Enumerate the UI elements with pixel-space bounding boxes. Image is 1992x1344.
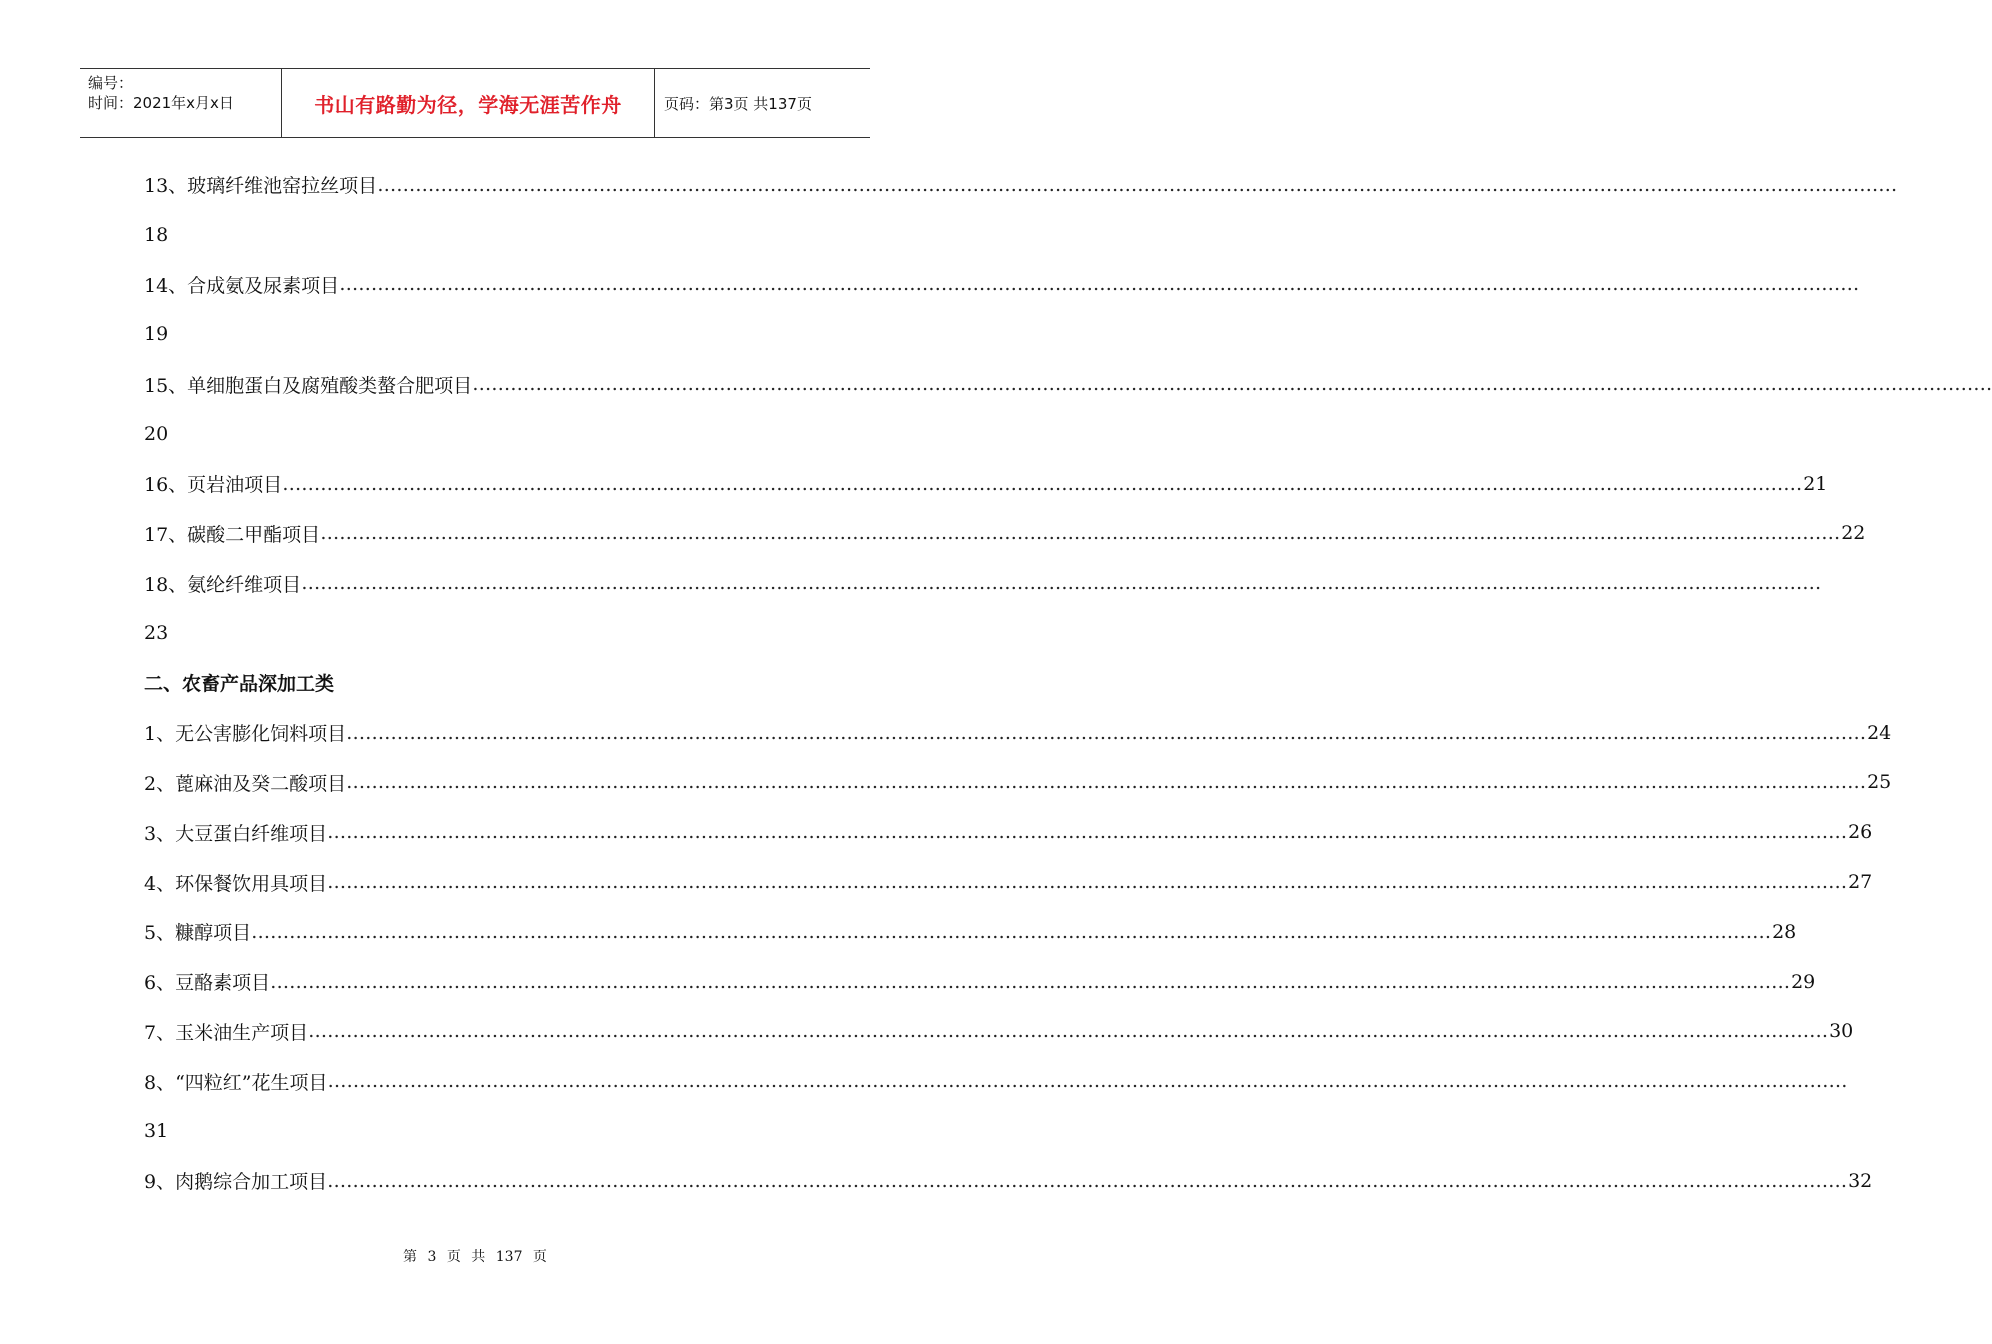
toc-entry-title: 8、“四粒红”花生项目 xyxy=(144,1071,328,1094)
dot-leader: …………………………………………………………………………………………………………………………………………………………………………………………………………………… xyxy=(308,1020,1829,1043)
header-meta xyxy=(88,73,280,113)
dot-leader: …………………………………………………………………………………………………………………………………………………………………………………………………………………… xyxy=(301,572,1822,595)
toc-entry-title: 18、氨纶纤维项目 xyxy=(144,573,302,596)
number-label: 编号： xyxy=(88,74,134,92)
toc-entry-title: 2、蓖麻油及癸二酸项目 xyxy=(144,772,347,795)
toc-entry xyxy=(144,758,1892,808)
toc-entry xyxy=(144,907,1797,957)
toc-entry xyxy=(144,260,1860,310)
toc-entry-title: 4、环保餐饮用具项目 xyxy=(144,872,328,895)
table-of-contents xyxy=(144,160,1992,1206)
toc-entry-title: 3、大豆蛋白纤维项目 xyxy=(144,822,328,845)
toc-entry-title: 6、豆酪素项目 xyxy=(144,972,271,995)
toc-entry-title: 9、肉鹅综合加工项目 xyxy=(144,1171,328,1194)
toc-entry xyxy=(144,857,1873,907)
toc-entry xyxy=(144,509,1866,559)
toc-wrapped-page-number: 18 xyxy=(144,223,169,246)
toc-entry xyxy=(144,708,1892,758)
toc-section-heading: 二、农畜产品深加工类 xyxy=(144,673,335,696)
toc-entry-title: 5、糠醇项目 xyxy=(144,922,252,945)
toc-entry-title: 15、单细胞蛋白及腐殖酸类螯合肥项目 xyxy=(144,374,473,397)
toc-entry-title: 14、合成氨及尿素项目 xyxy=(144,274,340,297)
toc-entry-title: 7、玉米油生产项目 xyxy=(144,1021,309,1044)
toc-entry xyxy=(144,160,1898,210)
toc-wrapped-page-number: 20 xyxy=(144,422,169,445)
toc-entry-page: 24 xyxy=(1867,721,1892,744)
toc-entry-page: 29 xyxy=(1791,970,1816,993)
toc-entry-title: 1、无公害膨化饲料项目 xyxy=(144,723,347,746)
time-label: 时间：2021年x月x日 xyxy=(88,94,234,112)
toc-entry-title: 16、页岩油项目 xyxy=(144,474,283,497)
toc-entry-title: 13、玻璃纤维池窑拉丝项目 xyxy=(144,175,378,198)
toc-entry xyxy=(144,459,1828,509)
header-divider-right xyxy=(654,69,655,137)
dot-leader: …………………………………………………………………………………………………………………………………………………………………………………………………………………… xyxy=(377,173,1898,196)
toc-entry xyxy=(144,359,1992,409)
dot-leader: …………………………………………………………………………………………………………………………………………………………………………………………………………………… xyxy=(327,1070,1848,1093)
dot-leader: …………………………………………………………………………………………………………………………………………………………………………………………………………………… xyxy=(472,373,1992,396)
toc-entry xyxy=(144,558,1822,608)
toc-entry-page: 26 xyxy=(1848,821,1873,844)
dot-leader: …………………………………………………………………………………………………………………………………………………………………………………………………………………… xyxy=(327,1169,1848,1192)
dot-leader: …………………………………………………………………………………………………………………………………………………………………………………………………………………… xyxy=(327,871,1848,894)
document-header xyxy=(80,68,870,138)
toc-wrapped-page-number: 19 xyxy=(144,323,169,346)
toc-wrapped-page-number: 31 xyxy=(144,1120,169,1143)
page-footer: 第 3 页 共 137 页 xyxy=(403,1249,547,1265)
toc-entry-page: 28 xyxy=(1772,920,1797,943)
toc-entry xyxy=(144,1056,1848,1106)
toc-entry-page: 27 xyxy=(1848,871,1873,894)
dot-leader: …………………………………………………………………………………………………………………………………………………………………………………………………………………… xyxy=(346,771,1867,794)
toc-entry-page: 25 xyxy=(1867,771,1892,794)
toc-entry-title: 17、碳酸二甲酯项目 xyxy=(144,523,321,546)
toc-entry-page: 22 xyxy=(1841,522,1866,545)
toc-entry xyxy=(144,957,1816,1007)
toc-entry xyxy=(144,1007,1854,1057)
dot-leader: …………………………………………………………………………………………………………………………………………………………………………………………………………………… xyxy=(320,522,1841,545)
toc-wrapped-page-number: 23 xyxy=(144,622,169,645)
dot-leader: …………………………………………………………………………………………………………………………………………………………………………………………………………………… xyxy=(251,920,1772,943)
toc-entry-page: 30 xyxy=(1829,1020,1854,1043)
header-motto: 书山有路勤为径，学海无涯苦作舟 xyxy=(314,93,622,117)
header-page-info: 页码：第3页 共137页 xyxy=(664,95,812,113)
dot-leader: …………………………………………………………………………………………………………………………………………………………………………………………………………………… xyxy=(270,970,1791,993)
toc-entry-page: 21 xyxy=(1803,472,1828,495)
dot-leader: …………………………………………………………………………………………………………………………………………………………………………………………………………………… xyxy=(339,273,1860,296)
dot-leader: …………………………………………………………………………………………………………………………………………………………………………………………………………………… xyxy=(282,472,1803,495)
toc-entry-page: 32 xyxy=(1848,1169,1873,1192)
toc-entry xyxy=(144,807,1873,857)
dot-leader: …………………………………………………………………………………………………………………………………………………………………………………………………………………… xyxy=(327,821,1848,844)
dot-leader: …………………………………………………………………………………………………………………………………………………………………………………………………………………… xyxy=(346,721,1867,744)
toc-entry xyxy=(144,1156,1873,1206)
